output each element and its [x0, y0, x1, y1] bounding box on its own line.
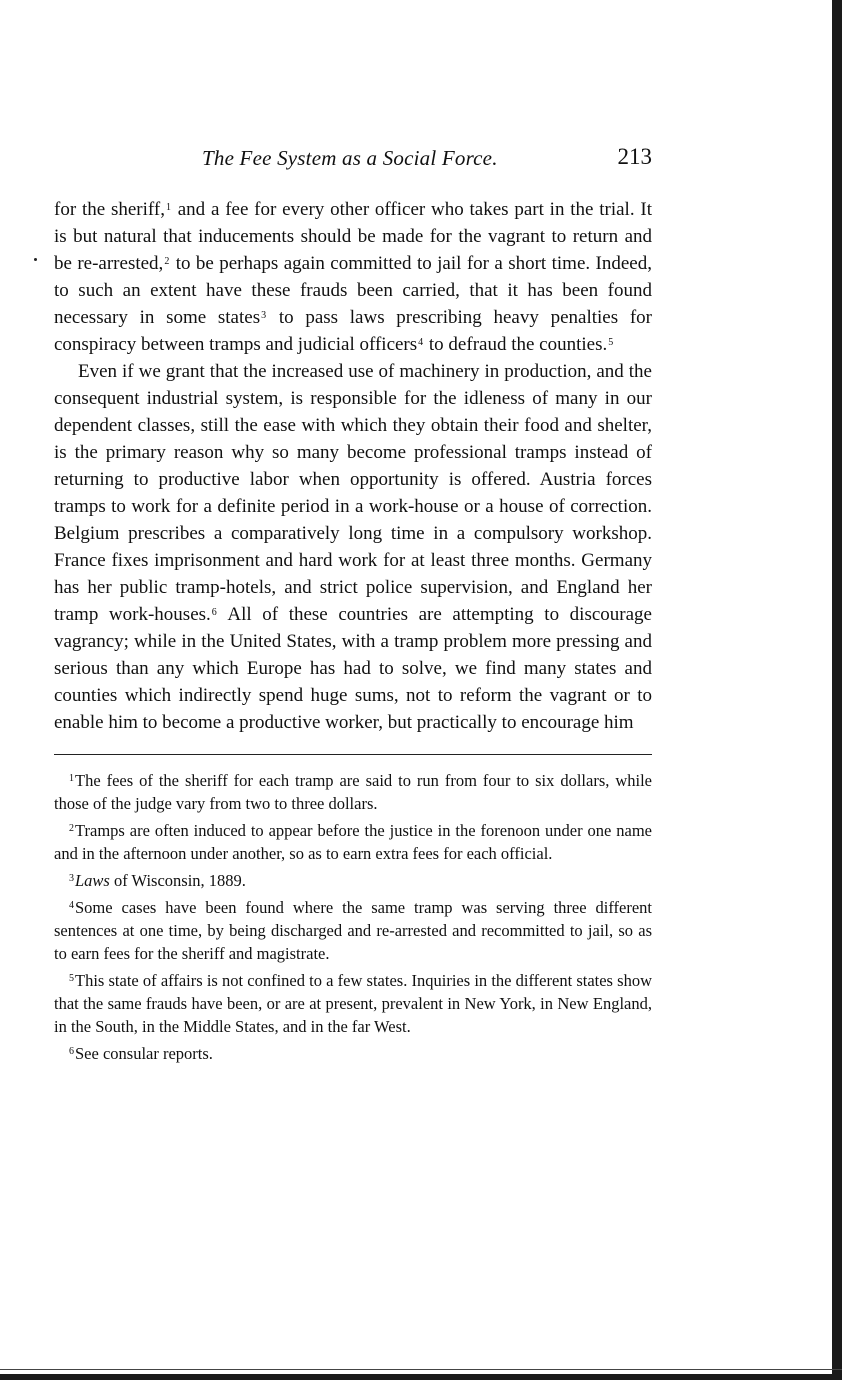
footnote-ref-2[interactable]: 2 [164, 256, 170, 267]
footnote-marker: 1 [69, 773, 74, 784]
footnote-marker: 2 [69, 823, 74, 834]
footnote-5 [54, 969, 652, 1038]
footnote-text: Tramps are often induced to appear before the justice in the forenoon under one name and in the afternoon under another, so as to earn extra fees for each official. [54, 821, 652, 863]
text-run: Even if we grant that the increased use of machinery in production, and the consequent industrial system, is responsible for the idleness of many in our dependent classes, still the ease with which they obtain their food and shelter, is the primary reason why so many become professional tramps instead of returning to productive labor when opportunity is offered. Austria forces tramps to work for a definite period in a work-house or a house of correction. Belgium prescribes a comparatively long time in a compulsory workshop. France fixes imprisonment and hard work for at least three months. Germany has her public tramp-hotels, and strict police supervision, and England her tramp work-houses. [54, 361, 652, 625]
footnote-2 [54, 819, 652, 865]
scan-border-right [832, 0, 842, 1380]
footnote-3 [54, 869, 652, 892]
footnote-marker: 6 [69, 1046, 74, 1057]
text-run: for the sheriff, [54, 199, 165, 220]
scan-line-bottom [0, 1369, 842, 1370]
text-run: and a fee for every other officer who takes part in the trial. It is but natural that inducements should be made for the vagrant to return and be re-arrested, [54, 199, 652, 274]
footnote-ref-1[interactable]: 1 [165, 202, 171, 213]
footnote-marker: 4 [69, 900, 74, 911]
footnotes [54, 769, 652, 1065]
footnote-ref-5[interactable]: 5 [608, 337, 614, 348]
scan-speck [34, 258, 37, 261]
text-run: All of these countries are attempting to discourage vagrancy; while in the United States, with a tramp problem more pressing and serious than any which Europe has had to solve, we find many states and counties which indirectly spend huge sums, not to reform the vagrant or to enable him to become a productive worker, but practically to encourage him [54, 604, 652, 733]
footnote-ref-6[interactable]: 6 [211, 607, 217, 618]
running-head [54, 140, 652, 176]
footnote-1 [54, 769, 652, 815]
text-run: to defraud the counties. [424, 334, 608, 355]
footnote-ref-3[interactable]: 3 [261, 310, 267, 321]
footnote-divider [54, 754, 652, 755]
scan-border-bottom [0, 1374, 842, 1380]
paragraph-1 [54, 196, 652, 358]
body-text [54, 196, 652, 736]
book-page [54, 140, 652, 1069]
footnote-text: of Wisconsin, 1889. [109, 871, 246, 890]
footnote-marker: 5 [69, 973, 74, 984]
footnote-text: This state of affairs is not confined to a few states. Inquiries in the different states show that the same frauds have been, or are at present, prevalent in New York, in New England, in the South, in the Middle States, and in the far West. [54, 971, 652, 1036]
footnote-text: The fees of the sheriff for each tramp are said to run from four to six dollars, while those of the judge vary from two to three dollars. [54, 771, 652, 813]
footnote-text: Some cases have been found where the same tramp was serving three different sentences at one time, by being discharged and re-arrested and recommitted to jail, so as to earn fees for the sheriff and magistrate. [54, 898, 652, 963]
footnote-6 [54, 1042, 652, 1065]
text-run: to be perhaps again committed to jail for a short time. Indeed, to such an extent have these frauds been carried, that it has been found necessary in some states [54, 253, 652, 328]
paragraph-2 [54, 358, 652, 736]
page-number: 213 [617, 144, 652, 169]
footnote-text: See consular reports. [75, 1044, 213, 1063]
footnote-ref-4[interactable]: 4 [418, 337, 424, 348]
footnote-italic: Laws [75, 871, 110, 890]
footnote-marker: 3 [69, 873, 74, 884]
running-title: The Fee System as a Social Force. [202, 146, 498, 170]
text-run: to pass laws prescribing heavy penalties for conspiracy between tramps and judicial officers [54, 307, 652, 355]
footnote-4 [54, 896, 652, 965]
